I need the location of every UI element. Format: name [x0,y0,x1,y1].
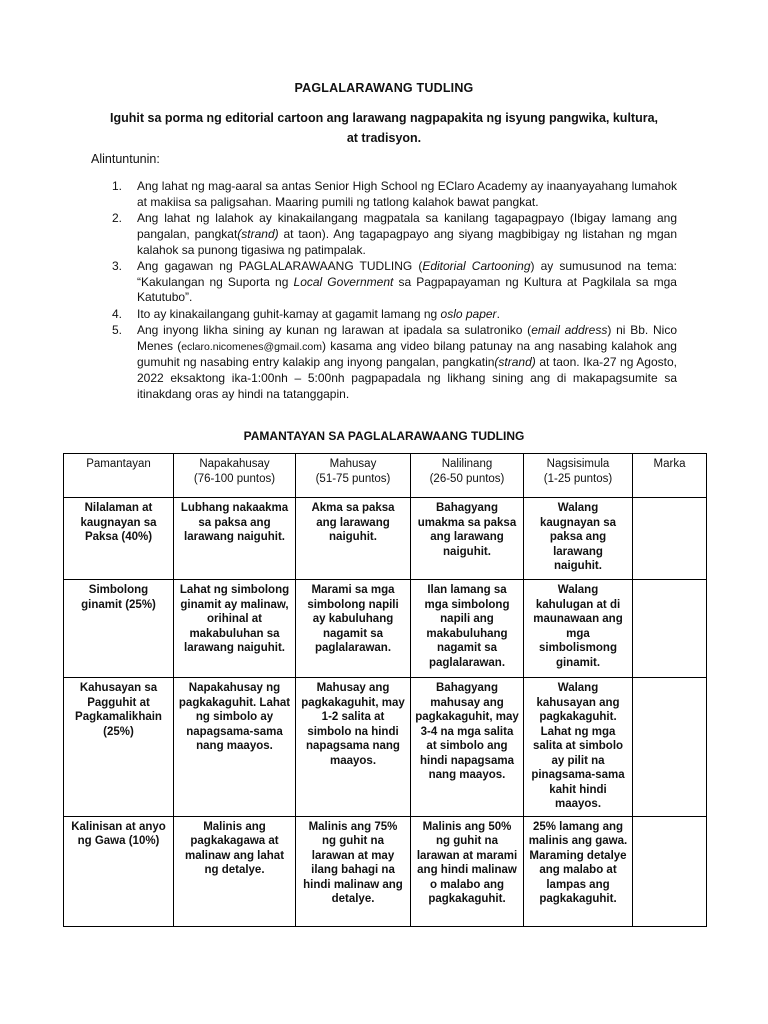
header-label: Pamantayan [86,458,151,470]
document-subtitle: Iguhit sa porma ng editorial cartoon ang larawang nagpapakita ng isyung pangwika, kultura, at tradisyon. [110,111,659,145]
header-points: (51-75 puntos) [315,472,391,485]
criteria-cell: Nilalaman at kaugnayan sa Paksa (40%) [64,498,174,580]
table-cell: Lubhang nakaakma sa paksa ang larawang naiguhit. [174,498,296,580]
guideline-text-part: ) kasama ang video bilang patunay na ang nasabing kalahok ang gumuhit ng nasabing entry kalakip ang inyong pangalan, pangkatin [137,338,677,370]
guideline-number: 2. [112,210,123,225]
guideline-text [137,307,677,323]
criteria-cell: Simbolong ginamit (25%) [64,580,174,678]
header-points: (26-50 puntos) [429,472,505,485]
table-cell: Malinis ang 50% ng guhit na larawan at marami ang hindi malinaw o malabo ang pagkakaguhit. [411,816,524,926]
table-cell: Bahagyang mahusay ang pagkakaguhit, may 3-4 na mga salita at simbolo ang hindi napagsama nang maayos. [411,678,524,817]
table-cell: Malinis ang 75% ng guhit na larawan at may ilang bahagi na hindi malinaw ang detalye. [296,816,411,926]
rubric-title: PAMANTAYAN SA PAGLALARAWAANG TUDLING [243,429,525,443]
guideline-number: 4. [112,306,123,321]
guideline-text [137,259,677,306]
table-cell: Akma sa paksa ang larawang naiguhit. [296,498,411,580]
guideline-item [91,179,677,211]
table-cell: Walang kahusayan ang pagkakaguhit. Lahat ng mga salita at simbolo ay pilit na pinagsama-sama kahit hindi maayos. [524,678,633,817]
guideline-number: 1. [112,179,123,193]
rubric-row [64,580,707,678]
table-cell: Bahagyang umakma sa paksa ang larawang naiguhit. [411,498,524,580]
header-label: Nalilinang [441,458,493,470]
guideline-text-part: ) ay sumusunod na tema: “Kakulangan ng Suporta ng [137,258,677,289]
score-cell [633,498,707,580]
header-excellent [174,454,296,498]
table-cell: Ilan lamang sa mga simbolong napili ang makabuluhang nagamit sa paglalarawan. [411,580,524,678]
guideline-text-part: Ang gagawan ng PAGLALARAWAANG TUDLING ( [137,258,423,273]
table-cell: 25% lamang ang malinis ang gawa. Maraming detalye ang malabo at lampas ang pagkakaguhit. [524,816,633,926]
guideline-italic-term: (strand) [494,355,536,370]
guideline-text [137,323,677,403]
header-score [633,454,707,498]
guideline-number: 3. [112,258,123,273]
rubric-table [63,453,707,927]
guideline-number: 5. [112,322,123,337]
guideline-text-part: at taon. Ika-27 ng Agosto, 2022 eksaktong ika-1:00nh – 5:00nh pagpapadala ng likhang sining ang di makapagsumite sa itinakdang oras ay hindi na tatanggapin. [137,355,677,401]
header-label: Mahusay [329,458,377,470]
guideline-italic-term: email address [531,322,608,337]
guideline-text-part: . [496,306,500,321]
score-cell [633,580,707,678]
criteria-cell: Kalinisan at anyo ng Gawa (10%) [64,816,174,926]
header-criteria [64,454,174,498]
guideline-text-part: at taon). Ang tagapagpayo ang siyang magbibigay ng listahan ng mgan kalahok sa punong tigasiwa ng patimpalak. [137,226,677,257]
table-cell: Marami sa mga simbolong napili ay kabuluhang nagamit sa paglalarawan. [296,580,411,678]
guideline-text-part: Ito ay kinakailangang guhit-kamay at gagamit lamang ng [137,306,441,321]
email-address: eclaro.nicomenes@gmail.com [181,340,323,353]
header-good [296,454,411,498]
table-cell: Walang kaugnayan sa paksa ang larawang naiguhit. [524,498,633,580]
rubric-row [64,816,707,926]
table-cell: Mahusay ang pagkakaguhit, may 1-2 salita at simbolo na hindi napagsama nang maayos. [296,678,411,817]
guideline-item [91,307,677,323]
guideline-item [91,323,677,403]
guideline-text [137,211,677,258]
header-beginning [524,454,633,498]
header-label: Napakahusay [199,458,270,470]
table-cell: Walang kahulugan at di maunawaan ang mga simbolismong ginamit. [524,580,633,678]
guidelines-heading: Alintuntunin: [91,152,160,166]
rubric-row [64,678,707,817]
guideline-text-part: Ang inyong likha sining ay kunan ng larawan at ipadala sa sulatroniko ( [137,322,532,337]
guideline-italic-term: (strand) [237,226,279,241]
table-cell: Malinis ang pagkakagawa at malinaw ang lahat ng detalye. [174,816,296,926]
header-label: Marka [653,458,686,470]
rubric-header-row [64,454,707,498]
guideline-item [91,211,677,258]
guideline-text-part: Ang lahat ng lalahok ay kinakailangang magpatala sa kanilang tagapagpayo (Ibigay lamang ang pangalan, pangkat [137,210,677,241]
guideline-text-part: ) ni Bb. Nico Menes ( [137,322,678,353]
criteria-cell: Kahusayan sa Pagguhit at Pagkamalikhain (25%) [64,678,174,817]
guideline-text: Ang lahat ng mag-aaral sa antas Senior High School ng EClaro Academy ay inaanyayahang lumahok at makiisa sa paligsahan. Maaring pumili ng tatlong kalahok bawat pangkat. [137,179,677,209]
guideline-italic-term: Local Government [293,274,394,289]
header-developing [411,454,524,498]
header-label: Nagsisimula [546,458,610,470]
guideline-italic-term: oslo paper [440,306,497,321]
document-title: PAGLALARAWANG TUDLING [294,81,474,95]
rubric-row [64,498,707,580]
table-cell: Napakahusay ng pagkakaguhit. Lahat ng simbolo ay napagsama-sama nang maayos. [174,678,296,817]
table-cell: Lahat ng simbolong ginamit ay malinaw, orihinal at makabuluhan sa larawang naiguhit. [174,580,296,678]
score-cell [633,678,707,817]
guideline-text-part: sa Pagpapayaman ng Kultura at Pagkilala sa mga Katutubo”. [137,274,677,305]
guideline-item [91,259,677,306]
score-cell [633,816,707,926]
header-points: (1-25 puntos) [543,472,613,485]
guidelines-list [91,179,677,403]
header-points: (76-100 puntos) [193,472,276,485]
guideline-italic-term: Editorial Cartooning [422,258,531,273]
